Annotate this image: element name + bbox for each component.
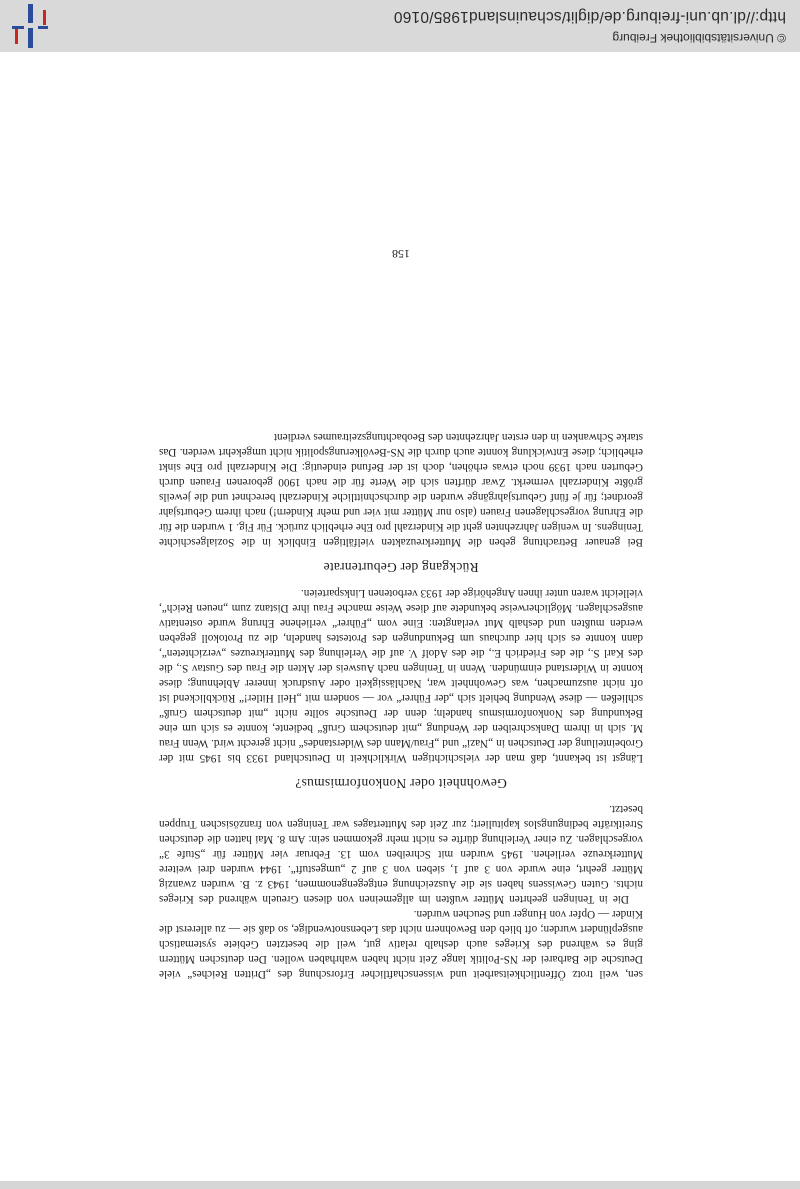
paragraph: sen, weil trotz Öffentlichkeitsarbeit und wissenschaftlicher Erforschung des „Dritten Reiches“ viele Deutsche die Barbarei der NS-Politik lange Zeit nicht haben wahrhaben wollen. Den deutschen Müttern ging es während des Krieges auch deshalb relativ gut, weil die besetzten Gebiete systematisch ausgeplündert wurden; oft blieb den Bewohnern nicht das Lebensnotwendige, so daß sie — zu allererst die Kinder — Opfer von Hunger und Seuchen wurden.	[159, 908, 643, 980]
paragraph: Bei genauer Betrachtung geben die Mutterkreuzakten vielfältigen Einblick in die Sozialgeschichte Teningens. In wenigen Jahrzehnten geht die Kinderzahl pro Ehe erheblich zurück. Für Fig. 1 wurden die für die Ehrung vorgeschlagenen Frauen (also nur Mütter mit vier und mehr Kindern!) nach ihrem Geburtsjahr geordnet; für je fünf Geburtsjahrgänge wurden die durchschnittliche Kinderzahl berechnet und die jeweils größte Kinderzahl vermerkt. Zwar dürften sich die Werte für die nach 1900 geborenen Frauen durch Geburten nach 1939 noch etwas erhöhen, doch ist der Befund eindeutig: Die Kinderzahl pro Ehe sinkt erheblich; diese Entwicklung konnte auch durch die NS-Bevölkerungspolitik nicht umgekehrt werden. Das starke Schwanken in den ersten Jahrzehnten des Beobachtungszeitraumes verdient	[159, 431, 643, 548]
page-body	[159, 429, 643, 981]
header-bar	[0, 0, 800, 52]
logo-bar-left	[38, 26, 48, 29]
logo-bar-bottom	[28, 4, 33, 23]
section-heading: Gewohnheit oder Nonkonformismus?	[295, 776, 507, 791]
paragraph: Die in Teningen geehrten Mütter wußten im allgemeinen von diesen Greueln während des Krieges nichts. Guten Gewissens haben sie die Auszeichnung entgegengenommen, 1943 z. B. wurden zwanzig Mütter geehrt, eine wurde von 3 auf 1, sieben von 3 auf 2 „umgestuft“. 1944 wurden drei weitere Mutterkreuze verliehen. 1945 wurden mit Schreiben vom 13. Februar vier Mütter für „Stufe 3“ vorgeschlagen. Zu einer Verleihung dürfte es nicht mehr gekommen sein: Am 8. Mai hatten die deutschen Streitkräfte bedingungslos kapituliert; zur Zeit des Muttertages war Teningen von französischen Truppen besetzt.	[159, 803, 643, 905]
document-url-link[interactable]: http://dl.ub.uni-freiburg.de/diglit/schauinsland1985/0160	[393, 8, 786, 25]
university-library-logo-icon	[8, 4, 52, 48]
paragraph: Längst ist bekannt, daß man der vielschichtigen Wirklichkeit in Deutschland 1933 bis 1945 mit der Grobeinteilung der Deutschen in „Nazi“ und „Frau/Mann des Widerstandes“ nicht gerecht wird. Wenn Frau M. sich in ihrem Dankschreiben der Wendung „mit deutschem Gruß“ bediente, konnte es sich um eine Bekundung des Nonkonformismus handeln; denn der Deutsche sollte nicht „mit deutschem Gruß“ schließen — diese Wendung behielt sich „der Führer“ vor — sondern mit „Heil Hitler!“ Rückblickend ist oft nicht auszumachen, was Gewohnheit war, Nachlässigkeit oder Ausdruck innerer Ablehnung; diese konnte in Widerstand einmünden. Wenn in Teningen nach Ausweis der Akten die Frau des Gustav S., die des Karl S., die des Friedrich E., die des Adolf V. auf die Verleihung des Mutterkreuzes „verzichteten“, dann konnte es sich hier durchaus um Bekundungen des Protestes handeln, die zu Protokoll gegeben werden mußten und deshalb Mut verlangten: Eine vom „Führer“ verliehene Ehrung wurde ostentativ ausgeschlagen. Möglicherweise bekundete auf diese Weise manche Frau ihre Distanz zum „neuen Reich“, vielleicht waren unter ihnen Angehörige der 1933 verbotenen Linksparteien.	[159, 587, 643, 764]
logo-bar-right	[12, 26, 24, 29]
footer-bar	[0, 1181, 800, 1189]
section-heading: Rückgang der Geburtenrate	[323, 560, 479, 575]
logo-accent-right	[15, 29, 18, 44]
logo-bar-top	[28, 28, 33, 48]
copyright-notice: © Universitätsbibliothek Freiburg	[612, 31, 786, 45]
logo-accent-left	[43, 10, 46, 25]
page-number: 158	[392, 247, 410, 261]
